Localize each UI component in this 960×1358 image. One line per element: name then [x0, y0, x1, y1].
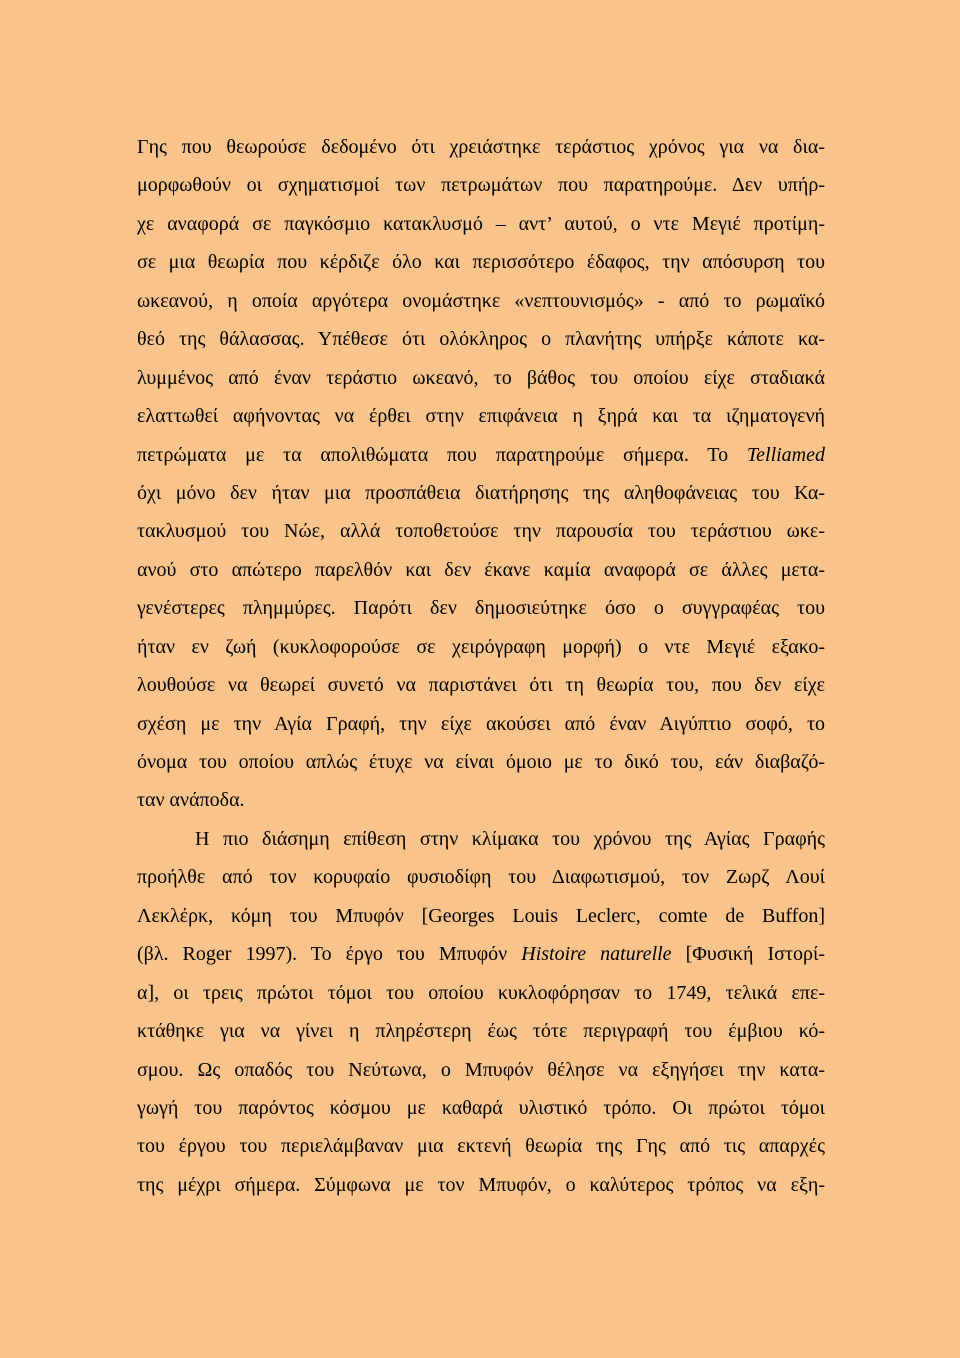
text-line: της μέχρι σήμερα. Σύμφωνα με τον Μπυφόν, ο καλύτερος τρόπος να εξη- — [137, 1173, 825, 1196]
text-line: Η πιο διάσημη επίθεση στην κλίμακα του χρόνου της Αγίας Γραφής — [195, 827, 825, 850]
text-line: σε μια θεωρία που κέρδιζε όλο και περισσότερο έδαφος, την απόσυρση του — [137, 251, 825, 274]
text-line: ωκεανού, η οποία αργότερα ονομάστηκε «νεπτουνισμός» - από το ρωμαϊκό — [137, 289, 825, 312]
text-line: ανού στο απώτερο παρελθόν και δεν έκανε καμία αναφορά σε άλλες μετα- — [137, 558, 825, 581]
text-line: Γης που θεωρούσε δεδομένο ότι χρειάστηκε τεράστιος χρόνος για να δια- — [137, 136, 825, 158]
paragraph-1 — [137, 128, 825, 820]
text-line: ήταν εν ζωή (κυκλοφορούσε σε χειρόγραφη μορφή) ο ντε Μεγιέ εξακο- — [137, 635, 825, 658]
text-line: θεό της θάλασσας. Υπέθεσε ότι ολόκληρος ο πλανήτης υπήρξε κάποτε κα- — [137, 328, 825, 351]
text-line: προήλθε από τον κορυφαίο φυσιοδίφη του Διαφωτισμού, τον Ζωρζ Λουί — [137, 866, 825, 889]
text-line: ταν ανάποδα. — [137, 789, 245, 812]
text-line: κτάθηκε για να γίνει η πληρέστερη έως τότε περιγραφή του έμβιου κό- — [137, 1020, 825, 1043]
text-line: τακλυσμού του Νώε, αλλά τοποθετούσε την παρουσία του τεράστιου ωκε- — [137, 520, 825, 543]
text-line: λουθούσε να θεωρεί συνετό να παριστάνει ότι τη θεωρία του, που δεν είχε — [137, 674, 825, 697]
text-line: όνομα του οποίου απλώς έτυχε να είναι όμοιο με το δικό του, εάν διαβαζό- — [137, 751, 825, 773]
italic-title-telliamed: Telliamed — [746, 443, 825, 466]
text-line: σμου. Ως οπαδός του Νεύτωνα, ο Μπυφόν θέλησε να εξηγήσει την κατα- — [137, 1058, 825, 1081]
text-line: γωγή του παρόντος κόσμου με καθαρά υλιστικό τρόπο. Οι πρώτοι τόμοι — [137, 1096, 825, 1119]
text-segment: (βλ. Roger 1997). Το έργο του Μπυφόν — [137, 943, 522, 966]
italic-title-histoire-naturelle: Histoire naturelle — [521, 943, 672, 966]
document-page — [137, 128, 825, 1204]
text-segment: πετρώματα με τα απολιθώματα που παρατηρούμε σήμερα. Το — [137, 443, 747, 466]
text-line: α], οι τρεις πρώτοι τόμοι του οποίου κυκλοφόρησαν το 1749, τελικά επε- — [137, 981, 825, 1004]
text-line: λυμμένος από έναν τεράστιο ωκεανό, το βάθος του οποίου είχε σταδιακά — [137, 366, 825, 389]
paragraph-2 — [137, 820, 825, 1204]
text-line: όχι μόνο δεν ήταν μια προσπάθεια διατήρησης της αληθοφάνειας του Κα- — [137, 481, 825, 504]
text-line — [137, 935, 825, 973]
text-line: σχέση με την Αγία Γραφή, την είχε ακούσει από έναν Αιγύπτιο σοφό, το — [137, 712, 825, 735]
text-line: ελαττωθεί αφήνοντας να έρθει στην επιφάνεια η ξηρά και τα ιζηματογενή — [137, 405, 825, 428]
text-line: του έργου του περιελάμβαναν μια εκτενή θεωρία της Γης από τις απαρχές — [137, 1135, 825, 1158]
text-line — [137, 436, 825, 474]
text-line: γενέστερες πλημμύρες. Παρότι δεν δημοσιεύτηκε όσο ο συγγραφέας του — [137, 597, 825, 620]
text-line: χε αναφορά σε παγκόσμιο κατακλυσμό – αντ’ αυτού, ο ντε Μεγιέ προτίμη- — [137, 212, 825, 235]
text-segment: [Φυσική Ιστορί- — [671, 943, 825, 966]
text-line: Λεκλέρκ, κόμη του Μπυφόν [Georges Louis Leclerc, comte de Buffon] — [137, 904, 825, 927]
text-line: μορφωθούν οι σχηματισμοί των πετρωμάτων που παρατηρούμε. Δεν υπήρ- — [137, 174, 825, 197]
